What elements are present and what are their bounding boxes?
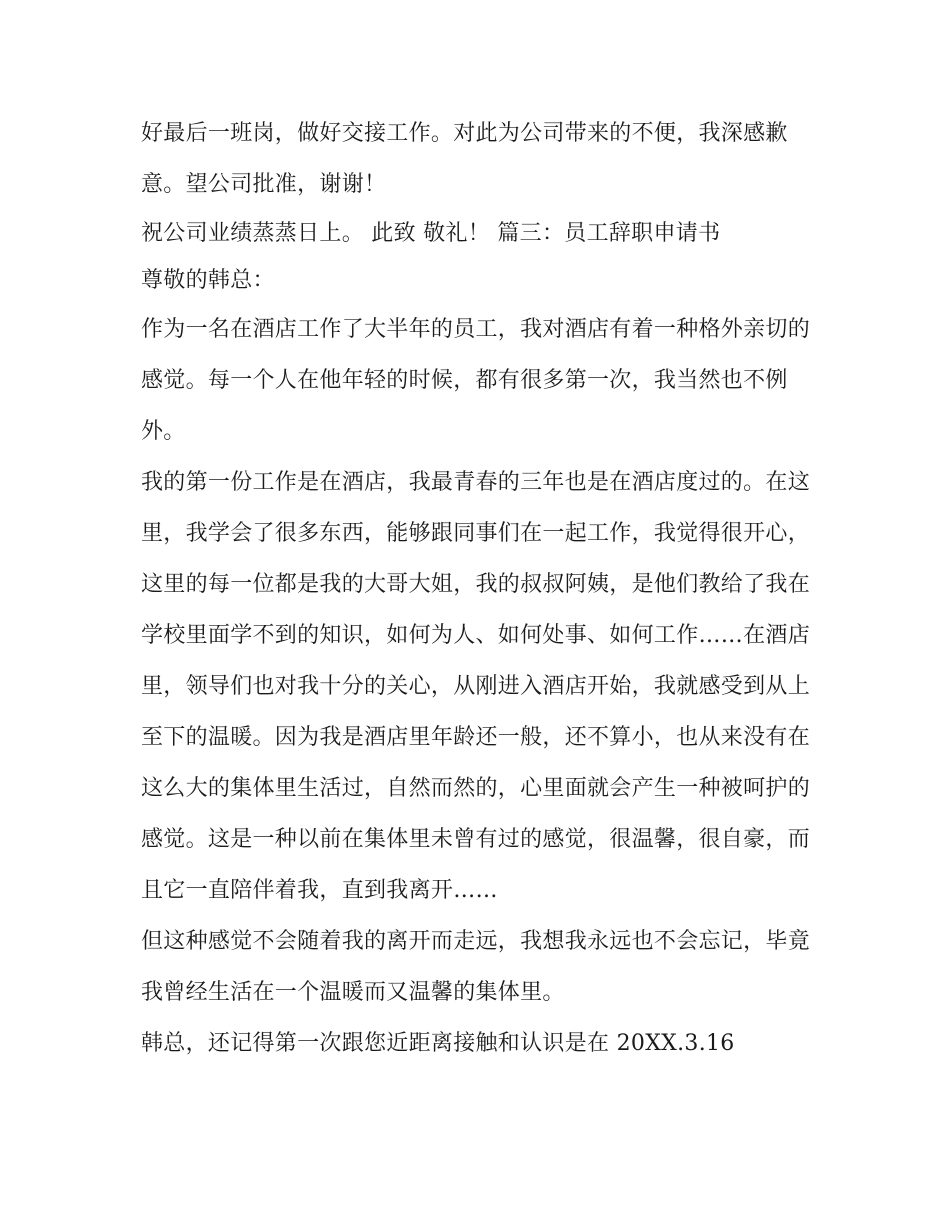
paragraph-feeling: 但这种感觉不会随着我的离开而走远，我想我永远也不会忘记，毕竟我曾经生活在一个温暖而又温馨的集体里。 [141, 929, 811, 1005]
paragraph-memory: 韩总，还记得第一次跟您近距离接触和认识是在 20XX.3.16 [141, 1031, 735, 1056]
paragraph-intro: 作为一名在酒店工作了大半年的员工，我对酒店有着一种格外亲切的感觉。每一个人在他年轻的时候，都有很多第一次，我当然也不例外。 [141, 317, 811, 444]
paragraph-salutation: 尊敬的韩总： [141, 268, 275, 293]
paragraph-regards-heading: 祝公司业绩蒸蒸日上。 此致 敬礼！ 篇三：员工辞职申请书 [141, 221, 721, 246]
paragraph-first-job: 我的第一份工作是在酒店，我最青春的三年也是在酒店度过的。在这里，我学会了很多东西，能够跟同事们在一起工作，我觉得很开心，这里的每一位都是我的大哥大姐，我的叔叔阿姨，是他们教给了我在学校里面学不到的知识，如何为人、如何处事、如何工作……在酒店里，领导们也对我十分的关心，从刚进入酒店开始，我就感受到从上至下的温暖。因为我是酒店里年龄还一般，还不算小，也从来没有在这么大的集体里生活过，自然而然的，心里面就会产生一种被呵护的感觉。这是一种以前在集体里未曾有过的感觉，很温馨，很自豪，而且它一直陪伴着我，直到我离开…… [141, 470, 811, 903]
paragraph-closing-apology: 好最后一班岗，做好交接工作。对此为公司带来的不便，我深感歉意。望公司批准，谢谢！ [141, 121, 788, 197]
document-body [141, 108, 831, 1069]
